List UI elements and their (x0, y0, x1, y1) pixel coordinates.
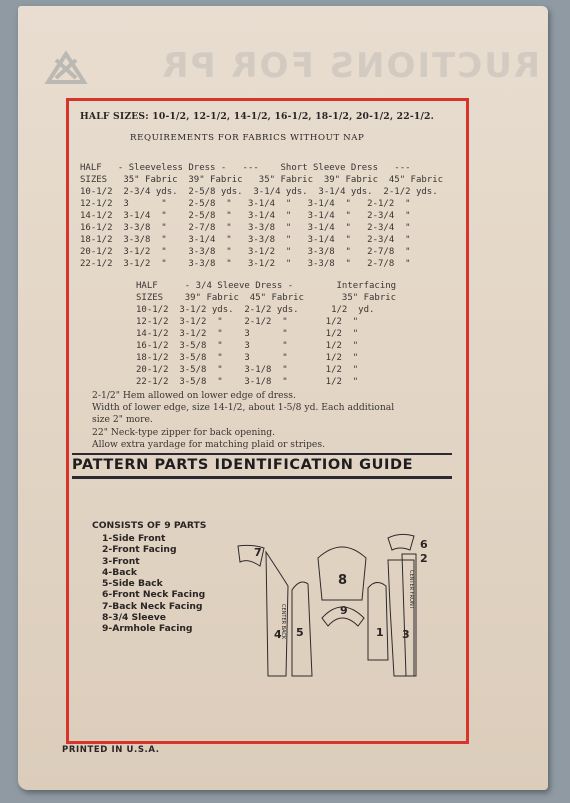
table2-row: 20-1/2 3-5/8 " 3-1/8 " 1/2 " (136, 365, 359, 375)
pattern-pieces-diagram (230, 526, 440, 696)
guide-top-rule (72, 453, 452, 455)
piece-label: 3 (402, 628, 410, 641)
table2-row: 16-1/2 3-5/8 " 3 " 1/2 " (136, 341, 359, 351)
table2-row: 14-1/2 3-1/2 " 3 " 1/2 " (136, 329, 359, 339)
part-item: 8-3/4 Sleeve (102, 612, 166, 624)
printed-in-usa: PRINTED IN U.S.A. (62, 745, 160, 755)
logo-icon (44, 48, 88, 88)
piece-6-front-neck-facing (388, 534, 414, 550)
parts-count-heading: CONSISTS OF 9 PARTS (92, 520, 207, 531)
guide-bottom-rule (72, 476, 452, 479)
table2-header-line: HALF - 3/4 Sleeve Dress - Interfacing (136, 281, 397, 291)
table1-header-line: SIZES 35" Fabric 39" Fabric 35" Fabric 39" Fabric 45" Fabric (80, 175, 444, 185)
piece-1-side-front (368, 582, 388, 660)
guide-title: PATTERN PARTS IDENTIFICATION GUIDE (72, 457, 414, 473)
piece-label: 2 (420, 552, 428, 565)
table1-row: 14-1/2 3-1/4 " 2-5/8 " 3-1/4 " 3-1/4 " 2-3/4 " (80, 211, 411, 221)
note-line: 22" Neck-type zipper for back opening. (92, 426, 276, 438)
piece-label: 6 (420, 538, 428, 551)
part-item: 9-Armhole Facing (102, 623, 193, 635)
part-item: 6-Front Neck Facing (102, 589, 206, 601)
piece-label: 1 (376, 626, 384, 639)
center-back-label: CENTER BACK (280, 604, 286, 640)
table1-row: 12-1/2 3 " 2-5/8 " 3-1/4 " 3-1/4 " 2-1/2 " (80, 199, 411, 209)
requirements-title: REQUIREMENTS FOR FABRICS WITHOUT NAP (130, 133, 365, 143)
table2-row: 22-1/2 3-5/8 " 3-1/8 " 1/2 " (136, 377, 359, 387)
fabric-notes (92, 390, 452, 451)
center-front-label: CENTER FRONT (408, 570, 414, 609)
part-item: 4-Back (102, 566, 137, 578)
piece-label: 7 (254, 546, 262, 559)
table1-row: 16-1/2 3-3/8 " 2-7/8 " 3-3/8 " 3-1/4 " 2-3/4 " (80, 223, 411, 233)
piece-label: 4 (274, 628, 282, 641)
note-line: 2-1/2" Hem allowed on lower edge of dress. (92, 390, 296, 401)
part-item: 5-Side Back (102, 578, 163, 590)
table2-row: 10-1/2 3-1/2 yds. 2-1/2 yds. 1/2 yd. (136, 305, 375, 315)
half-sizes-heading: HALF SIZES: 10-1/2, 12-1/2, 14-1/2, 16-1/2, 18-1/2, 20-1/2, 22-1/2. (80, 111, 435, 122)
table1-row: 18-1/2 3-3/8 " 3-1/4 " 3-3/8 " 3-1/4 " 2-3/4 " (80, 235, 411, 245)
table2-header-line: SIZES 39" Fabric 45" Fabric 35" Fabric (136, 293, 397, 303)
piece-label: 8 (338, 573, 348, 588)
table1-row: 22-1/2 3-1/2 " 3-3/8 " 3-1/2 " 3-3/8 " 2-7/8 " (80, 259, 411, 269)
table1-row: 10-1/2 2-3/4 yds. 2-5/8 yds. 3-1/4 yds. 3-1/4 yds. 2-1/2 yds. (80, 187, 438, 197)
part-item: 2-Front Facing (102, 544, 177, 556)
parts-list (102, 533, 205, 635)
table1-row: 20-1/2 3-1/2 " 3-3/8 " 3-1/2 " 3-3/8 " 2-7/8 " (80, 247, 411, 257)
part-item: 3-Front (102, 555, 140, 567)
piece-label: 9 (340, 604, 348, 617)
note-line: Width of lower edge, size 14-1/2, about 1-5/8 yd. Each additional (92, 402, 395, 414)
note-line: Allow extra yardage for matching plaid or stripes. (92, 438, 326, 450)
piece-label: 5 (296, 626, 304, 639)
table2-row: 18-1/2 3-5/8 " 3 " 1/2 " (136, 353, 359, 363)
table1-header-line: HALF - Sleeveless Dress - --- Short Sleeve Dress --- (80, 163, 411, 173)
part-item: 1-Side Front (102, 533, 166, 544)
part-item: 7-Back Neck Facing (102, 600, 203, 612)
table2-row: 12-1/2 3-1/2 " 2-1/2 " 1/2 " (136, 317, 359, 327)
note-line: size 2" more. (92, 414, 153, 426)
show-through-text: RUCTIONS FOR PR (160, 46, 540, 86)
